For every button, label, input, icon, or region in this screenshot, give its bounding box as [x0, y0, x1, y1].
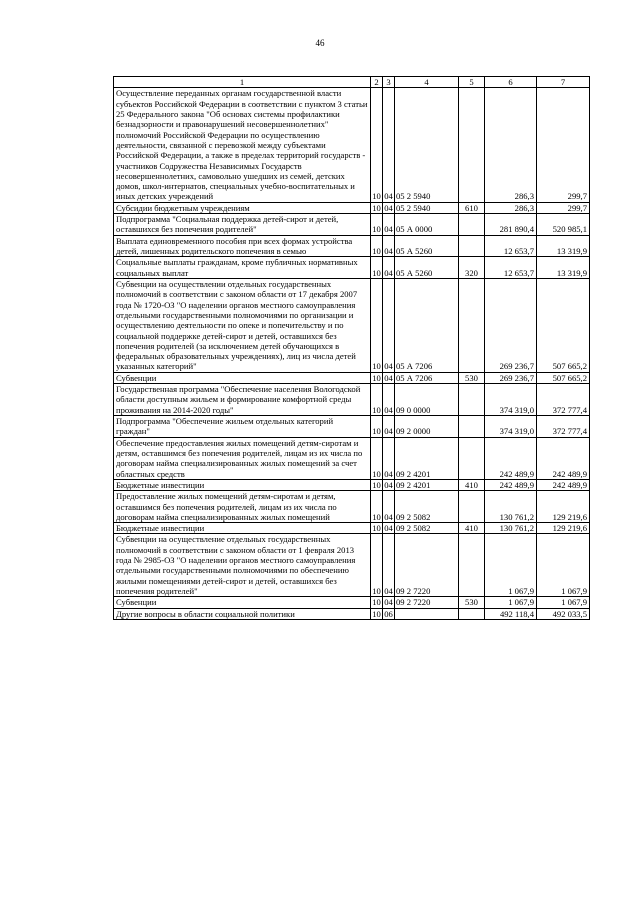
- subsection-code: 04: [383, 384, 395, 416]
- subsection-code: 04: [383, 534, 395, 597]
- amount-col7: 129 219,6: [537, 491, 590, 523]
- amount-col6: 269 236,7: [485, 278, 537, 372]
- expense-type-code: 320: [459, 257, 485, 279]
- expense-type-code: [459, 416, 485, 438]
- table-row: [114, 235, 590, 257]
- expense-type-code: 530: [459, 372, 485, 383]
- section-code: 10: [371, 257, 383, 279]
- expense-type-code: [459, 278, 485, 372]
- amount-col6: 130 761,2: [485, 491, 537, 523]
- section-code: 10: [372, 479, 381, 490]
- target-code: 09 0 0000: [395, 384, 459, 416]
- table-row: [114, 278, 590, 372]
- row-name: Другие вопросы в области социальной политики: [114, 608, 371, 619]
- table-row: [114, 608, 590, 619]
- table-row: [114, 202, 590, 213]
- header-row: [114, 77, 590, 88]
- section-code: 10: [371, 534, 383, 597]
- amount-col6: 286,3: [485, 202, 537, 213]
- row-name: Социальные выплаты гражданам, кроме публичных нормативных социальных выплат: [114, 257, 371, 279]
- table-row: [114, 479, 590, 490]
- amount-col7: 13 319,9: [537, 235, 590, 257]
- column-header: 1: [114, 77, 371, 88]
- column-header: 4: [395, 77, 459, 88]
- section-code: 10: [372, 202, 381, 213]
- subsection-code: 04: [383, 257, 395, 279]
- target-code: 09 2 5082: [395, 523, 459, 534]
- section-code: 10: [371, 278, 383, 372]
- table-row: [114, 257, 590, 279]
- row-name: Осуществление переданных органам государственной власти субъектов Российской Федерации в соответствии с пунктом 3 статьи 25 Федерального закона "Об основах системы профилактики безнадзорности и правонарушений несовершеннолетних" полномочий Российской Федерации по осуществлению деятельности, связанной с перевозкой между субъектами Российской Федерации, а также в пределах территорий государств - участников Содружества Независимых Государств несовершеннолетних, самовольно ушедших из семей, детских домов, школ-интернатов, специальных учебно-воспитательных и иных детских учреждений: [114, 88, 371, 202]
- amount-col7: 507 665,2: [537, 372, 590, 383]
- subsection-code: 04: [384, 597, 393, 608]
- target-code: 05 2 5940: [395, 202, 459, 213]
- target-code: 09 2 7220: [395, 597, 459, 608]
- expense-type-code: [459, 437, 485, 479]
- amount-col6: 286,3: [485, 88, 537, 202]
- budget-table: [113, 76, 590, 620]
- expense-type-code: [459, 88, 485, 202]
- target-code: 05 А 5260: [395, 235, 459, 257]
- table-row: [114, 384, 590, 416]
- row-name: Бюджетные инвестиции: [114, 479, 371, 490]
- section-code: 10: [371, 235, 383, 257]
- row-name: Субвенции на осуществление отдельных государственных полномочий в соответствии с законом области от 1 февраля 2013 года № 2985-ОЗ "О наделении органов местного самоуправления отдельными государственными полномочиями по обеспечению жилыми помещениями детей-сирот и детей, оставшихся без попечения родителей": [114, 534, 371, 597]
- amount-col6: 269 236,7: [485, 372, 537, 383]
- row-name: Субвенции на осуществлении отдельных государственных полномочий в соответствии с законом области от 17 декабря 2007 года № 1720-ОЗ "О наделении органов местного самоуправления отдельными государственными полномочиями по организации и осуществлению деятельности по опеке и попечительству и по социальной поддержке детей-сирот и детей, оставшихся без попечения родителей (за исключением детей обучающихся в федеральных образовательных учреждениях), лиц из числа детей указанных категорий": [114, 278, 371, 372]
- subsection-code: 04: [384, 372, 393, 383]
- amount-col6: 242 489,9: [485, 437, 537, 479]
- column-header: 3: [383, 77, 395, 88]
- amount-col7: 520 985,1: [537, 214, 590, 236]
- subsection-code: 04: [384, 523, 393, 534]
- expense-type-code: [459, 214, 485, 236]
- section-code: 10: [372, 372, 381, 383]
- amount-col7: 299,7: [537, 202, 590, 213]
- row-name: Государственная программа "Обеспечение населения Вологодской области доступным жильем и формирование комфортной среды проживания на 2014-2020 годы": [114, 384, 371, 416]
- amount-col6: 1 067,9: [485, 534, 537, 597]
- expense-type-code: [459, 491, 485, 523]
- expense-type-code: 410: [459, 479, 485, 490]
- amount-col6: 242 489,9: [485, 479, 537, 490]
- amount-col7: 372 777,4: [537, 384, 590, 416]
- row-name: Обеспечение предоставления жилых помещений детям-сиротам и детям, оставшимся без попечения родителей, лицам из их числа по договорам найма специализированных жилых помещений за счет областных средств: [114, 437, 371, 479]
- amount-col6: 374 319,0: [485, 416, 537, 438]
- amount-col7: 492 033,5: [537, 608, 590, 619]
- section-code: 10: [371, 214, 383, 236]
- amount-col6: 492 118,4: [485, 608, 537, 619]
- target-code: 05 А 7206: [395, 372, 459, 383]
- amount-col7: 242 489,9: [537, 437, 590, 479]
- table-row: [114, 523, 590, 534]
- amount-col7: 1 067,9: [537, 597, 590, 608]
- amount-col6: 281 890,4: [485, 214, 537, 236]
- target-code: 05 2 5940: [395, 88, 459, 202]
- target-code: 05 А 7206: [395, 278, 459, 372]
- column-header: 2: [371, 77, 383, 88]
- amount-col6: 12 653,7: [485, 257, 537, 279]
- target-code: 05 А 5260: [395, 257, 459, 279]
- expense-type-code: [459, 384, 485, 416]
- section-code: 10: [372, 523, 381, 534]
- table-row: [114, 597, 590, 608]
- section-code: 10: [371, 491, 383, 523]
- expense-type-code: 410: [459, 523, 485, 534]
- row-name: Субсидии бюджетным учреждениям: [114, 202, 371, 213]
- section-code: 10: [371, 88, 383, 202]
- subsection-code: 04: [383, 437, 395, 479]
- table-row: [114, 437, 590, 479]
- amount-col7: 1 067,9: [537, 534, 590, 597]
- subsection-code: 04: [383, 416, 395, 438]
- expense-type-code: [459, 608, 485, 619]
- section-code: 10: [371, 384, 383, 416]
- column-header: 6: [485, 77, 537, 88]
- row-name: Субвенции: [114, 372, 371, 383]
- column-header: 7: [537, 77, 590, 88]
- target-code: 05 А 0000: [395, 214, 459, 236]
- amount-col6: 130 761,2: [485, 523, 537, 534]
- target-code: 09 2 4201: [395, 479, 459, 490]
- target-code: 09 2 4201: [395, 437, 459, 479]
- table-body: [114, 88, 590, 620]
- target-code: [395, 608, 459, 619]
- table-row: [114, 372, 590, 383]
- subsection-code: 04: [384, 479, 393, 490]
- expense-type-code: 530: [459, 597, 485, 608]
- amount-col7: 129 219,6: [537, 523, 590, 534]
- section-code: 10: [371, 437, 383, 479]
- expense-type-code: [459, 235, 485, 257]
- row-name: Подпрограмма "Обеспечение жильем отдельных категорий граждан": [114, 416, 371, 438]
- section-code: 10: [371, 416, 383, 438]
- subsection-code: 04: [383, 491, 395, 523]
- amount-col6: 12 653,7: [485, 235, 537, 257]
- subsection-code: 06: [384, 608, 393, 619]
- table-row: [114, 491, 590, 523]
- page-number: 46: [315, 38, 325, 48]
- amount-col6: 1 067,9: [485, 597, 537, 608]
- amount-col7: 242 489,9: [537, 479, 590, 490]
- target-code: 09 2 5082: [395, 491, 459, 523]
- row-name: Субвенции: [114, 597, 371, 608]
- expense-type-code: 610: [459, 202, 485, 213]
- target-code: 09 2 0000: [395, 416, 459, 438]
- subsection-code: 04: [383, 278, 395, 372]
- amount-col7: 372 777,4: [537, 416, 590, 438]
- subsection-code: 04: [384, 202, 393, 213]
- table-row: [114, 214, 590, 236]
- column-header: 5: [459, 77, 485, 88]
- section-code: 10: [372, 597, 381, 608]
- target-code: 09 2 7220: [395, 534, 459, 597]
- amount-col7: 13 319,9: [537, 257, 590, 279]
- subsection-code: 04: [383, 214, 395, 236]
- table-row: [114, 416, 590, 438]
- table-row: [114, 534, 590, 597]
- section-code: 10: [372, 608, 381, 619]
- amount-col7: 507 665,2: [537, 278, 590, 372]
- amount-col6: 374 319,0: [485, 384, 537, 416]
- row-name: Бюджетные инвестиции: [114, 523, 371, 534]
- subsection-code: 04: [383, 88, 395, 202]
- table-row: [114, 88, 590, 202]
- row-name: Предоставление жилых помещений детям-сиротам и детям, оставшимся без попечения родителей, лицам из их числа по договорам найма специализированных жилых помещений: [114, 491, 371, 523]
- expense-type-code: [459, 534, 485, 597]
- row-name: Выплата единовременного пособия при всех формах устройства детей, лишенных родительского попечения в семью: [114, 235, 371, 257]
- row-name: Подпрограмма "Социальная поддержка детей-сирот и детей, оставшихся без попечения родителей": [114, 214, 371, 236]
- subsection-code: 04: [383, 235, 395, 257]
- amount-col7: 299,7: [537, 88, 590, 202]
